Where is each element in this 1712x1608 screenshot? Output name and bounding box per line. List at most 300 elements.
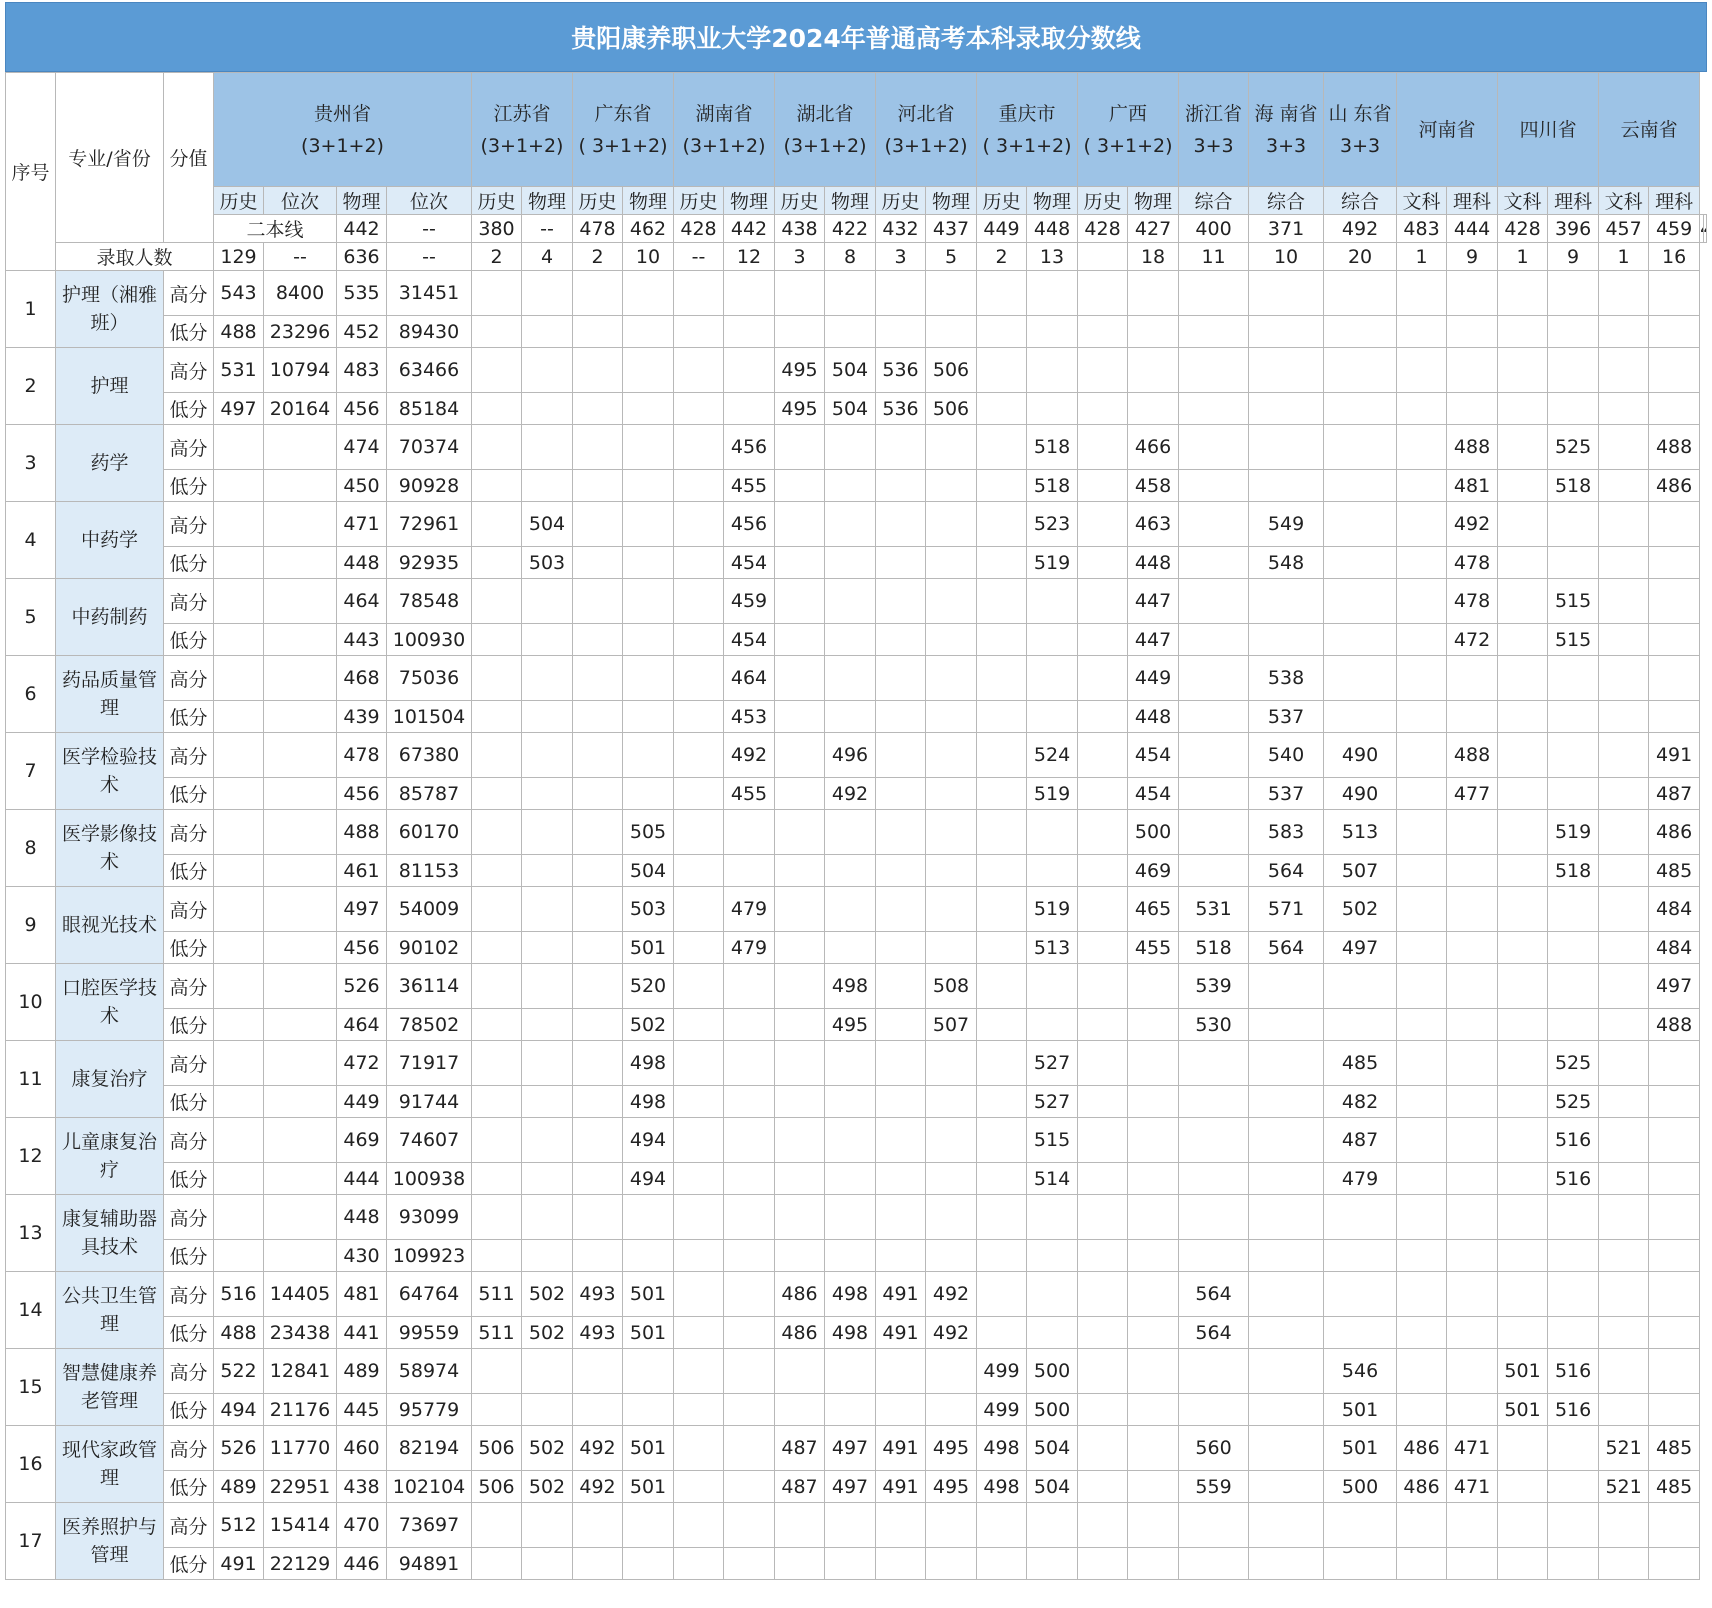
high-score-cell xyxy=(623,733,674,778)
high-score-cell xyxy=(926,656,977,701)
low-score-cell: 100930 xyxy=(387,624,472,656)
high-score-cell xyxy=(472,1349,522,1394)
high-score-label: 高分 xyxy=(164,810,214,855)
subheader-cell: 历史 xyxy=(876,187,926,215)
subheader-cell: 文科 xyxy=(1498,187,1548,215)
high-score-cell: 481 xyxy=(337,1272,387,1317)
high-score-cell xyxy=(876,502,926,547)
high-score-cell xyxy=(825,1118,876,1163)
low-score-cell xyxy=(775,547,825,579)
low-score-cell: 444 xyxy=(337,1163,387,1195)
low-score-cell xyxy=(876,701,926,733)
high-score-cell xyxy=(977,1503,1027,1548)
low-score-cell xyxy=(1548,1471,1599,1503)
high-score-cell: 531 xyxy=(1179,887,1249,932)
low-score-cell: 504 xyxy=(825,393,876,425)
high-score-cell: 501 xyxy=(1324,1426,1397,1471)
high-score-cell xyxy=(1599,1349,1649,1394)
high-score-cell: 503 xyxy=(623,887,674,932)
high-score-cell xyxy=(214,810,264,855)
low-score-cell xyxy=(1649,316,1700,348)
low-score-cell xyxy=(926,778,977,810)
low-score-cell xyxy=(1324,1009,1397,1041)
low-score-cell: 511 xyxy=(472,1317,522,1349)
low-score-cell xyxy=(1397,1086,1447,1118)
high-score-cell xyxy=(1498,887,1548,932)
low-score-cell: 486 xyxy=(1649,470,1700,502)
high-score-cell: 60170 xyxy=(387,810,472,855)
low-score-cell: 454 xyxy=(724,547,775,579)
seq-number: 1 xyxy=(6,271,56,348)
high-score-cell xyxy=(876,887,926,932)
high-score-cell: 456 xyxy=(724,502,775,547)
high-score-cell xyxy=(724,1272,775,1317)
low-score-cell xyxy=(1599,393,1649,425)
low-score-cell xyxy=(1078,470,1128,502)
high-score-cell xyxy=(1249,1041,1324,1086)
low-score-cell xyxy=(825,316,876,348)
high-score-cell: 549 xyxy=(1249,502,1324,547)
baseline-value: 400 xyxy=(1179,215,1249,243)
high-score-cell xyxy=(1324,964,1397,1009)
low-score-cell xyxy=(1078,932,1128,964)
low-score-cell: 530 xyxy=(1179,1009,1249,1041)
subheader-cell: 历史 xyxy=(775,187,825,215)
low-score-cell xyxy=(1078,855,1128,887)
low-score-cell: 501 xyxy=(623,1317,674,1349)
table-row xyxy=(6,1426,1707,1471)
low-score-cell xyxy=(724,1548,775,1580)
table-row xyxy=(6,887,1707,932)
baseline-value: 444 xyxy=(1447,215,1498,243)
high-score-cell xyxy=(1179,425,1249,470)
high-score-cell xyxy=(1078,502,1128,547)
table-row xyxy=(6,1272,1707,1317)
high-score-cell xyxy=(1397,348,1447,393)
high-score-cell xyxy=(1599,502,1649,547)
low-score-cell: 489 xyxy=(214,1471,264,1503)
high-score-cell xyxy=(1498,1426,1548,1471)
high-score-cell xyxy=(775,656,825,701)
high-score-cell: 10794 xyxy=(264,348,337,393)
low-score-cell xyxy=(1324,1548,1397,1580)
low-score-cell: 23438 xyxy=(264,1317,337,1349)
low-score-cell: 430 xyxy=(337,1240,387,1272)
high-score-cell: 538 xyxy=(1249,656,1324,701)
high-score-cell xyxy=(214,656,264,701)
high-score-label: 高分 xyxy=(164,502,214,547)
low-score-cell xyxy=(775,470,825,502)
low-score-cell xyxy=(1078,1317,1128,1349)
low-score-cell xyxy=(1249,1009,1324,1041)
low-score-cell xyxy=(876,1240,926,1272)
high-score-cell xyxy=(1599,964,1649,1009)
low-score-cell xyxy=(623,1548,674,1580)
high-score-cell xyxy=(977,964,1027,1009)
low-score-cell: 507 xyxy=(1324,855,1397,887)
high-score-cell xyxy=(1249,348,1324,393)
low-score-cell xyxy=(1599,701,1649,733)
low-score-cell xyxy=(876,1009,926,1041)
high-score-cell: 71917 xyxy=(387,1041,472,1086)
high-score-cell xyxy=(1078,1195,1128,1240)
high-score-cell xyxy=(1078,1349,1128,1394)
table-row xyxy=(6,579,1707,624)
low-score-cell xyxy=(1599,316,1649,348)
subheader-cell: 物理 xyxy=(926,187,977,215)
province-system: 3+3 xyxy=(1339,134,1381,157)
high-score-cell xyxy=(573,1041,623,1086)
high-score-cell xyxy=(1324,425,1397,470)
baseline-value: 483 xyxy=(1397,215,1447,243)
province-header xyxy=(1078,73,1179,187)
high-score-cell xyxy=(825,1349,876,1394)
high-score-cell xyxy=(926,579,977,624)
subheader-cell: 物理 xyxy=(724,187,775,215)
low-score-cell xyxy=(977,470,1027,502)
high-score-cell xyxy=(1498,656,1548,701)
high-score-cell: 494 xyxy=(623,1118,674,1163)
high-score-cell xyxy=(264,425,337,470)
high-score-cell xyxy=(264,579,337,624)
high-score-cell: 508 xyxy=(926,964,977,1009)
low-score-cell xyxy=(674,1009,724,1041)
low-score-cell: 513 xyxy=(1027,932,1078,964)
low-score-label: 低分 xyxy=(164,1086,214,1118)
high-score-cell: 496 xyxy=(825,733,876,778)
low-score-cell: 491 xyxy=(876,1317,926,1349)
low-score-cell: 495 xyxy=(926,1471,977,1503)
baseline-label: 二本线 xyxy=(214,215,337,243)
high-score-cell xyxy=(1078,579,1128,624)
score-table xyxy=(5,72,1707,1580)
province-name: 河北省 xyxy=(897,102,955,125)
low-score-label: 低分 xyxy=(164,855,214,887)
high-score-cell xyxy=(926,733,977,778)
low-score-cell xyxy=(623,1240,674,1272)
high-score-cell: 526 xyxy=(337,964,387,1009)
subheader-cell: 理科 xyxy=(1649,187,1700,215)
baseline-value: 428 xyxy=(1498,215,1548,243)
high-score-cell xyxy=(1179,1195,1249,1240)
high-score-cell xyxy=(1397,733,1447,778)
low-score-cell xyxy=(674,932,724,964)
low-score-cell xyxy=(1447,932,1498,964)
low-score-cell xyxy=(1548,1548,1599,1580)
high-score-cell xyxy=(674,1118,724,1163)
high-score-cell: 487 xyxy=(775,1426,825,1471)
low-score-cell: 100938 xyxy=(387,1163,472,1195)
low-score-cell xyxy=(926,1548,977,1580)
seq-number: 7 xyxy=(6,733,56,810)
high-score-cell xyxy=(264,733,337,778)
low-score-cell xyxy=(1397,1548,1447,1580)
low-score-cell xyxy=(1027,855,1078,887)
admitted-value: 1 xyxy=(1599,243,1649,271)
high-score-cell xyxy=(1179,1041,1249,1086)
high-score-cell xyxy=(1548,1426,1599,1471)
low-score-cell: 472 xyxy=(1447,624,1498,656)
high-score-cell: 14405 xyxy=(264,1272,337,1317)
low-score-cell xyxy=(724,393,775,425)
low-score-cell xyxy=(724,1163,775,1195)
high-score-cell: 78548 xyxy=(387,579,472,624)
high-score-cell xyxy=(522,887,573,932)
low-score-cell xyxy=(573,316,623,348)
high-score-cell xyxy=(1599,1503,1649,1548)
table-row xyxy=(6,701,1707,733)
high-score-cell xyxy=(1599,733,1649,778)
high-score-cell xyxy=(1078,271,1128,316)
high-score-label: 高分 xyxy=(164,1118,214,1163)
high-score-cell xyxy=(1027,271,1078,316)
low-score-cell: 456 xyxy=(337,932,387,964)
high-score-cell xyxy=(1128,1349,1179,1394)
high-score-cell xyxy=(674,964,724,1009)
low-score-cell: 454 xyxy=(1128,778,1179,810)
high-score-cell xyxy=(1649,1041,1700,1086)
subheader-cell: 综合 xyxy=(1249,187,1324,215)
low-score-cell xyxy=(264,1163,337,1195)
low-score-cell xyxy=(1397,778,1447,810)
high-score-cell xyxy=(724,1503,775,1548)
high-score-cell xyxy=(775,1503,825,1548)
high-score-cell: 490 xyxy=(1324,733,1397,778)
high-score-cell xyxy=(1548,656,1599,701)
high-score-cell xyxy=(214,1118,264,1163)
low-score-cell: 439 xyxy=(337,701,387,733)
high-score-cell xyxy=(1128,1503,1179,1548)
major-name: 康复辅助器具技术 xyxy=(56,1195,164,1272)
low-score-cell: 519 xyxy=(1027,778,1078,810)
low-score-cell: 94891 xyxy=(387,1548,472,1580)
low-score-cell xyxy=(775,1240,825,1272)
low-score-cell xyxy=(1179,778,1249,810)
admitted-label: 录取人数 xyxy=(56,243,214,271)
high-score-cell xyxy=(573,425,623,470)
low-score-cell xyxy=(1498,1240,1548,1272)
low-score-cell xyxy=(876,932,926,964)
baseline-value: 422 xyxy=(825,215,876,243)
low-score-cell: 109923 xyxy=(387,1240,472,1272)
table-row xyxy=(6,810,1707,855)
low-score-cell xyxy=(1498,1086,1548,1118)
major-name: 儿童康复治疗 xyxy=(56,1118,164,1195)
low-score-cell: 491 xyxy=(876,1471,926,1503)
baseline-value: 371 xyxy=(1249,215,1324,243)
low-score-cell: 478 xyxy=(1447,547,1498,579)
low-score-cell xyxy=(522,932,573,964)
high-score-cell: 485 xyxy=(1649,1426,1700,1471)
high-score-cell xyxy=(1179,271,1249,316)
high-score-cell xyxy=(1599,1195,1649,1240)
high-score-cell xyxy=(674,1426,724,1471)
baseline-value xyxy=(1700,215,1703,243)
high-score-cell xyxy=(472,579,522,624)
high-score-cell xyxy=(1324,1195,1397,1240)
subheader-cell: 历史 xyxy=(472,187,522,215)
low-score-cell xyxy=(825,932,876,964)
high-score-cell: 516 xyxy=(214,1272,264,1317)
high-score-cell xyxy=(1447,964,1498,1009)
low-score-cell xyxy=(214,547,264,579)
high-score-cell xyxy=(623,1195,674,1240)
high-score-cell xyxy=(264,656,337,701)
high-score-cell xyxy=(724,1349,775,1394)
high-score-cell xyxy=(1078,1272,1128,1317)
low-score-cell xyxy=(1498,624,1548,656)
low-score-cell: 95779 xyxy=(387,1394,472,1426)
high-score-cell xyxy=(1649,1349,1700,1394)
admitted-value: 129 xyxy=(214,243,264,271)
high-score-cell: 15414 xyxy=(264,1503,337,1548)
low-score-cell: 525 xyxy=(1548,1086,1599,1118)
high-score-cell xyxy=(674,1195,724,1240)
high-score-cell xyxy=(1599,810,1649,855)
low-score-cell: 99559 xyxy=(387,1317,472,1349)
province-name: 山 东省 xyxy=(1328,102,1392,125)
low-score-cell xyxy=(1548,393,1599,425)
seq-number: 9 xyxy=(6,887,56,964)
low-score-cell xyxy=(674,470,724,502)
page-title: 贵阳康养职业大学2024年普通高考本科录取分数线 xyxy=(5,2,1707,72)
high-score-cell xyxy=(1649,1195,1700,1240)
seq-number: 16 xyxy=(6,1426,56,1503)
low-score-cell: 514 xyxy=(1027,1163,1078,1195)
low-score-cell: 445 xyxy=(337,1394,387,1426)
low-score-cell xyxy=(264,932,337,964)
high-score-cell xyxy=(1027,348,1078,393)
low-score-cell: 507 xyxy=(926,1009,977,1041)
province-name: 浙江省 xyxy=(1185,102,1243,125)
high-score-cell xyxy=(522,1195,573,1240)
low-score-cell xyxy=(1324,1317,1397,1349)
high-score-cell: 486 xyxy=(1397,1426,1447,1471)
high-score-label: 高分 xyxy=(164,1349,214,1394)
high-score-cell xyxy=(1397,887,1447,932)
low-score-cell xyxy=(1599,1009,1649,1041)
low-score-cell xyxy=(264,701,337,733)
low-score-cell: 450 xyxy=(337,470,387,502)
low-score-cell xyxy=(1128,1086,1179,1118)
high-score-cell xyxy=(977,733,1027,778)
low-score-cell xyxy=(1324,393,1397,425)
low-score-cell xyxy=(472,470,522,502)
high-score-cell xyxy=(724,1195,775,1240)
high-score-cell: 470 xyxy=(337,1503,387,1548)
low-score-cell: 90102 xyxy=(387,932,472,964)
admitted-value: -- xyxy=(674,243,724,271)
baseline-value: 459 xyxy=(1649,215,1700,243)
high-score-cell xyxy=(264,887,337,932)
high-score-cell xyxy=(214,1041,264,1086)
low-score-cell xyxy=(214,1009,264,1041)
low-score-cell xyxy=(1649,1240,1700,1272)
table-row xyxy=(6,215,1707,243)
low-score-cell xyxy=(674,1240,724,1272)
high-score-cell xyxy=(472,1195,522,1240)
high-score-cell: 474 xyxy=(337,425,387,470)
admitted-value xyxy=(1078,243,1128,271)
high-score-cell xyxy=(1548,1503,1599,1548)
table-row xyxy=(6,1118,1707,1163)
low-score-cell: 502 xyxy=(522,1317,573,1349)
low-score-cell xyxy=(1599,547,1649,579)
low-score-cell xyxy=(522,1240,573,1272)
province-system: (3+1+2) xyxy=(682,134,766,157)
table-row xyxy=(6,1471,1707,1503)
high-score-cell xyxy=(472,1503,522,1548)
high-score-cell xyxy=(1179,1503,1249,1548)
high-score-cell: 54009 xyxy=(387,887,472,932)
low-score-cell: 458 xyxy=(1128,470,1179,502)
high-score-cell: 448 xyxy=(337,1195,387,1240)
low-score-cell xyxy=(573,1548,623,1580)
high-score-cell: 74607 xyxy=(387,1118,472,1163)
low-score-cell xyxy=(674,855,724,887)
low-score-cell xyxy=(623,470,674,502)
low-score-cell xyxy=(724,1317,775,1349)
low-score-cell: 564 xyxy=(1249,855,1324,887)
high-score-cell xyxy=(775,1195,825,1240)
low-score-cell xyxy=(926,470,977,502)
high-score-cell: 500 xyxy=(1027,1349,1078,1394)
table-row xyxy=(6,1503,1707,1548)
low-score-cell: 515 xyxy=(1548,624,1599,656)
subheader-cell: 物理 xyxy=(522,187,573,215)
high-score-cell xyxy=(876,1195,926,1240)
high-score-cell xyxy=(522,964,573,1009)
high-score-cell xyxy=(214,1195,264,1240)
high-score-cell xyxy=(214,579,264,624)
high-score-cell xyxy=(1128,1272,1179,1317)
low-score-cell xyxy=(825,1240,876,1272)
low-score-cell xyxy=(522,701,573,733)
high-score-cell xyxy=(573,502,623,547)
low-score-cell xyxy=(724,1471,775,1503)
high-score-cell xyxy=(1498,1195,1548,1240)
high-score-cell: 488 xyxy=(1649,425,1700,470)
high-score-label: 高分 xyxy=(164,887,214,932)
high-score-cell xyxy=(1027,1272,1078,1317)
low-score-cell xyxy=(1548,1009,1599,1041)
high-score-cell xyxy=(674,1349,724,1394)
low-score-cell xyxy=(472,701,522,733)
subheader-cell: 物理 xyxy=(1128,187,1179,215)
low-score-cell xyxy=(825,1394,876,1426)
low-score-cell xyxy=(1078,1163,1128,1195)
high-score-cell xyxy=(775,964,825,1009)
low-score-cell: 20164 xyxy=(264,393,337,425)
low-score-cell xyxy=(264,778,337,810)
high-score-cell xyxy=(674,502,724,547)
low-score-cell: 519 xyxy=(1027,547,1078,579)
province-header xyxy=(1599,73,1700,187)
low-score-cell xyxy=(1078,316,1128,348)
low-score-label: 低分 xyxy=(164,624,214,656)
low-score-cell: 564 xyxy=(1249,932,1324,964)
low-score-cell xyxy=(573,1394,623,1426)
low-score-cell xyxy=(926,624,977,656)
low-score-cell: 501 xyxy=(1498,1394,1548,1426)
low-score-cell: 497 xyxy=(825,1471,876,1503)
low-score-cell: 447 xyxy=(1128,624,1179,656)
low-score-cell: 492 xyxy=(573,1471,623,1503)
subheader-cell: 历史 xyxy=(1078,187,1128,215)
high-score-cell xyxy=(1078,1426,1128,1471)
high-score-cell xyxy=(264,964,337,1009)
high-score-cell xyxy=(214,733,264,778)
